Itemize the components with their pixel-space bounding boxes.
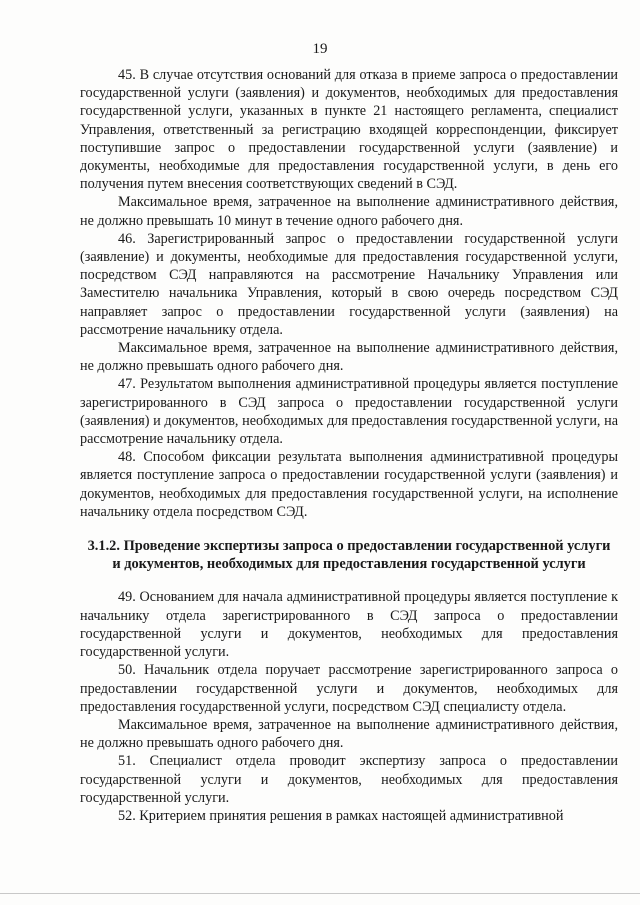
section-heading bbox=[80, 537, 618, 573]
paragraph-48: 48. Способом фиксации результата выполнения административной процедуры является поступление запроса о предоставлении государственной услуги (заявления) и документов, необходимых для предоставления государственной услуги, на исполнение начальнику отдела посредством СЭД. bbox=[80, 449, 618, 520]
paragraph-49: 49. Основанием для начала административной процедуры является поступление к начальнику отдела зарегистрированного в СЭД запроса о предоставлении государственной услуги и документов, необходимых для предоставления государственной услуги. bbox=[80, 589, 618, 661]
paragraph-50: 50. Начальник отдела поручает рассмотрение зарегистрированного запроса о предоставлении государственной услуги и документов, необходимых для предоставления государственной услуги, посредством СЭД специалисту отдела. bbox=[80, 662, 618, 715]
paragraph-46-max-time: Максимальное время, затраченное на выполнение административного действия, не должно превышать одного рабочего дня. bbox=[80, 340, 618, 375]
section-heading-line-2: и документов, необходимых для предоставления государственной услуги bbox=[112, 556, 586, 573]
paragraph-51: 51. Специалист отдела проводит экспертизу запроса о предоставлении государственной услуги и документов, необходимых для предоставления государственной услуги. bbox=[80, 753, 618, 806]
paragraph-52: 52. Критерием принятия решения в рамках настоящей административной bbox=[118, 807, 564, 824]
paragraph-45-max-time: Максимальное время, затраченное на выполнение административного действия, не должно превышать 10 минут в течение одного рабочего дня. bbox=[80, 194, 618, 229]
section-heading-line-1: 3.1.2. Проведение экспертизы запроса о предоставлении государственной услуги bbox=[87, 538, 611, 555]
paragraph-45: 45. В случае отсутствия оснований для отказа в приеме запроса о предоставлении государственной услуги (заявления) и документов, необходимых для предоставления государственной услуги, указанных в пункте 21 настоящего регламента, специалист Управления, ответственный за регистрацию входящей корреспонденции, фиксирует поступившие запрос о предоставлении государственной услуги (заявление) и документы, необходимые для предоставления государственной услуги, в день его получения путем внесения соответствующих сведений в СЭД. bbox=[80, 67, 618, 193]
page-bottom-edge bbox=[0, 893, 640, 894]
page-number: 19 bbox=[312, 41, 328, 57]
paragraph-46: 46. Зарегистрированный запрос о предоставлении государственной услуги (заявление) и документы, необходимые для предоставления государственной услуги, посредством СЭД направляются на рассмотрение Начальнику Управления или Заместителю начальника Управления, который в свою очередь посредством СЭД направляет запрос о предоставлении государственной услуги (заявления) на рассмотрение начальнику отдела. bbox=[80, 230, 618, 338]
document-body bbox=[80, 66, 618, 825]
paragraph-50-max-time: Максимальное время, затраченное на выполнение административного действия, не должно превышать одного рабочего дня. bbox=[80, 716, 618, 752]
paragraph-47: 47. Результатом выполнения административной процедуры является поступление зарегистрированного в СЭД запроса о предоставлении государственной услуги (заявления) и документов, необходимых для предоставления государственной услуги, на рассмотрение начальнику отдела. bbox=[80, 376, 618, 448]
